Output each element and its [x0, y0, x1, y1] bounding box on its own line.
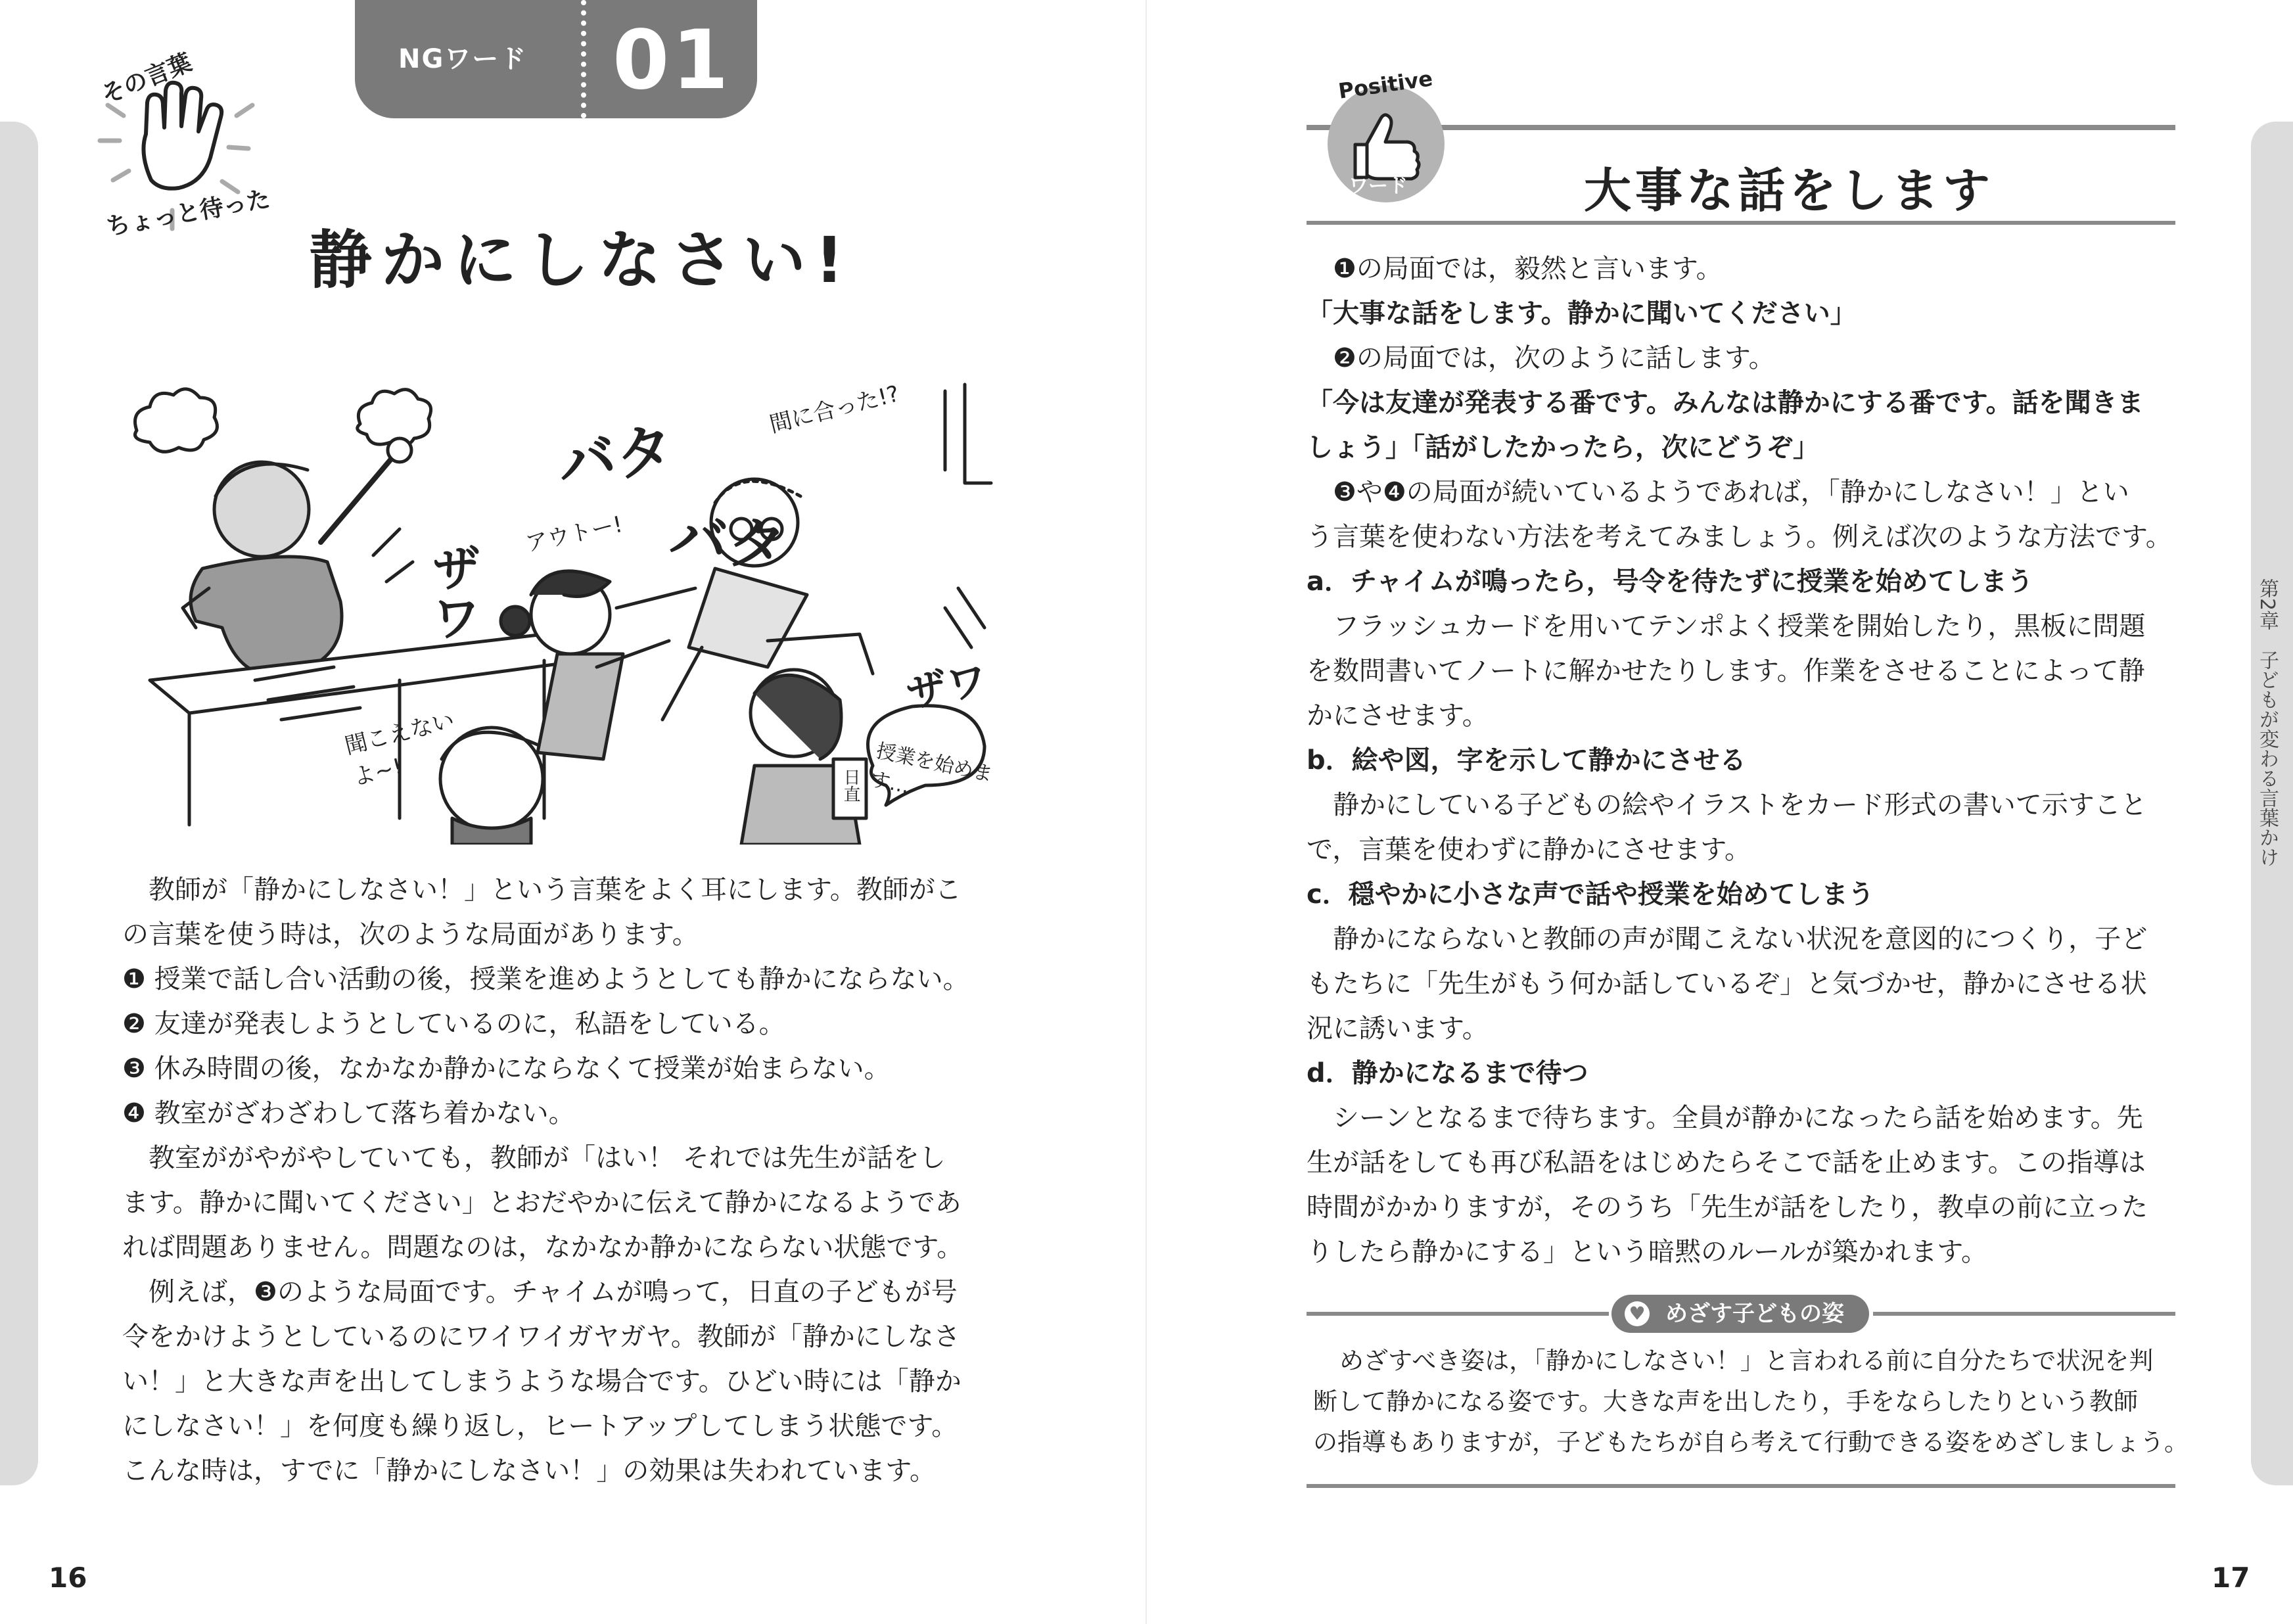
page-number-left: 16 — [49, 1562, 87, 1594]
goal-line: の指導もありますが，子どもたちが自ら考えて行動できる姿をめざしましょう。 — [1313, 1428, 2189, 1456]
wait-hand-badge — [74, 42, 271, 239]
right-line: シーンとなるまで待ちます。全員が静かになったら話を始めます。先 — [1333, 1103, 2143, 1133]
sfx-zawa-2: ザワ — [902, 655, 992, 718]
right-line: 時間がかかりますが，そのうち「先生が話をしたり，教卓の前に立った — [1307, 1192, 2148, 1222]
left-list-item: ❶ 授業で話し合い活動の後，授業を進めようとしても静かにならない。 — [122, 964, 969, 994]
ng-word-tab — [355, 0, 757, 118]
right-line: を数問書いてノートに解かせたりします。作業をさせることによって静 — [1307, 656, 2145, 686]
right-line: 生が話をしても再び私語をはじめたらそこで話を止めます。この指導は — [1307, 1148, 2146, 1178]
right-line: 況に誘います。 — [1307, 1013, 1489, 1044]
goal-heading — [1611, 1295, 1869, 1333]
left-page — [0, 0, 1146, 1624]
sfx-bata-2: バタ — [666, 502, 789, 582]
left-list-item: ❹ 教室がざわざわして落ち着かない。 — [122, 1098, 575, 1128]
positive-label: Positive — [1337, 66, 1435, 104]
goal-heading-label: めざす子どもの姿 — [1665, 1301, 1844, 1327]
right-line: ❶の局面では，毅然と言います。 — [1333, 254, 1723, 284]
goal-rule-bottom — [1307, 1484, 2175, 1488]
badge-text-bottom: ちょっと待った — [104, 185, 273, 241]
left-paragraph-line: こんな時は，すでに「静かにしなさい！」の効果は失われています。 — [122, 1456, 936, 1486]
goal-line: 断して静かになる姿です。大きな声を出したり，手をならしたりという教師 — [1313, 1387, 2139, 1416]
right-line: もたちに「先生がもう何か話しているぞ」と気づかせ，静かにさせる状 — [1307, 969, 2147, 999]
title-rule-bottom — [1307, 221, 2175, 225]
ng-word-number: 01 — [613, 13, 731, 108]
left-list-item: ❸ 休み時間の後，なかなか静かにならなくて授業が始まらない。 — [122, 1054, 891, 1084]
left-paragraph-line: 令をかけようとしているのにワイワイガヤガヤ。教師が「静かにしなさ — [122, 1322, 960, 1352]
sfx-bata-1: バタ — [553, 415, 678, 498]
heart-icon: ♥ — [1625, 1301, 1650, 1326]
right-quote-line: 「今は友達が発表する番です。みんなは静かにする番です。話を聞きま — [1307, 388, 2144, 418]
left-paragraph-line: 例えば，❸のような局面です。チャイムが鳴って，日直の子どもが号 — [149, 1277, 958, 1307]
left-paragraph-line: の言葉を使う時は，次のような局面があります。 — [122, 919, 699, 950]
right-line: りしたら静かにする」という暗黙のルールが築かれます。 — [1307, 1237, 1987, 1267]
left-edge-tab — [0, 122, 38, 1485]
goal-text — [1313, 1341, 2189, 1463]
method-heading-b: b．絵や図，字を示して静かにさせる — [1307, 745, 1746, 776]
left-list-item: ❷ 友達が発表しようとしているのに，私語をしている。 — [122, 1009, 785, 1039]
right-line: フラッシュカードを用いてテンポよく授業を開始したり，黒板に問題 — [1333, 611, 2146, 641]
right-line: ❸や❹の局面が続いているようであれば，「静かにしなさい！」とい — [1333, 477, 2129, 507]
page-title: 静かにしなさい! — [309, 223, 853, 297]
right-line: 静かにしている子どもの絵やイラストをカード形式の書いて示すこと — [1333, 790, 2147, 820]
book-gutter — [1146, 0, 1147, 1624]
chapter-vertical-label: 第2章 子どもが変わる言葉かけ — [2256, 578, 2279, 868]
goal-rule-left — [1307, 1312, 1609, 1316]
left-paragraph-line: ます。静かに聞いてください」とおだやかに伝えて静かになるようであ — [122, 1188, 961, 1218]
right-body-text — [1307, 246, 2194, 1274]
ng-word-label: NGワード — [398, 44, 528, 74]
right-quote-line: 「大事な話をします。静かに聞いてください」 — [1307, 298, 1857, 329]
method-heading-d: d．静かになるまで待つ — [1307, 1058, 1588, 1088]
left-paragraph-line: にしなさい！」を何度も繰り返し，ヒートアップしてしまう状態です。 — [122, 1411, 958, 1441]
sfx-zawa-1: ザワ — [423, 542, 482, 642]
method-heading-a: a．チャイムが鳴ったら，号令を待たずに授業を始めてしまう — [1307, 567, 2033, 597]
speech-cant-hear: 聞こえないよ~! — [342, 707, 457, 791]
duty-tag: 日直 — [841, 768, 860, 802]
ng-tab-divider — [581, 0, 586, 118]
right-line: で，言葉を使わずに静かにさせます。 — [1307, 835, 1751, 865]
left-paragraph-line: 教室ががやがやしていても，教師が「はい！ それでは先生が話をし — [149, 1143, 946, 1173]
goal-line: めざすべき姿は，「静かにしなさい！」と言われる前に自分たちで状況を判 — [1339, 1347, 2154, 1375]
positive-title: 大事な話をします — [1584, 163, 1995, 218]
speech-start-class: 授業を始めます… — [868, 739, 995, 799]
right-line: かにさせます。 — [1307, 701, 1489, 731]
right-line: う言葉を使わない方法を考えてみましょう。例えば次のような方法です。 — [1307, 522, 2172, 552]
left-paragraph-line: い！」と大きな声を出してしまうような場合です。ひどい時には「静か — [122, 1366, 961, 1397]
left-body-text — [122, 868, 1003, 1493]
page-number-right: 17 — [2212, 1562, 2250, 1594]
badge-text-top: その言葉 — [97, 49, 196, 110]
left-paragraph-line: れば問題ありません。問題なのは，なかなか静かにならない状態です。 — [122, 1232, 963, 1263]
left-paragraph-line: 教師が「静かにしなさい！」という言葉をよく耳にします。教師がこ — [149, 875, 961, 905]
speech-late: 間に合った!? — [767, 381, 902, 438]
goal-rule-right — [1873, 1312, 2175, 1316]
right-quote-line: しょう」「話がしたかったら，次にどうぞ」 — [1307, 432, 1819, 463]
right-line: 静かにならないと教師の声が聞こえない状況を意図的につくり，子ど — [1333, 924, 2148, 954]
right-line: ❷の局面では，次のように話します。 — [1333, 343, 1775, 373]
classroom-illustration — [124, 371, 996, 845]
positive-word-label: ワード — [1349, 175, 1408, 198]
method-heading-c: c．穏やかに小さな声で話や授業を始めてしまう — [1307, 879, 1874, 910]
speech-out: アウトー! — [523, 511, 625, 558]
